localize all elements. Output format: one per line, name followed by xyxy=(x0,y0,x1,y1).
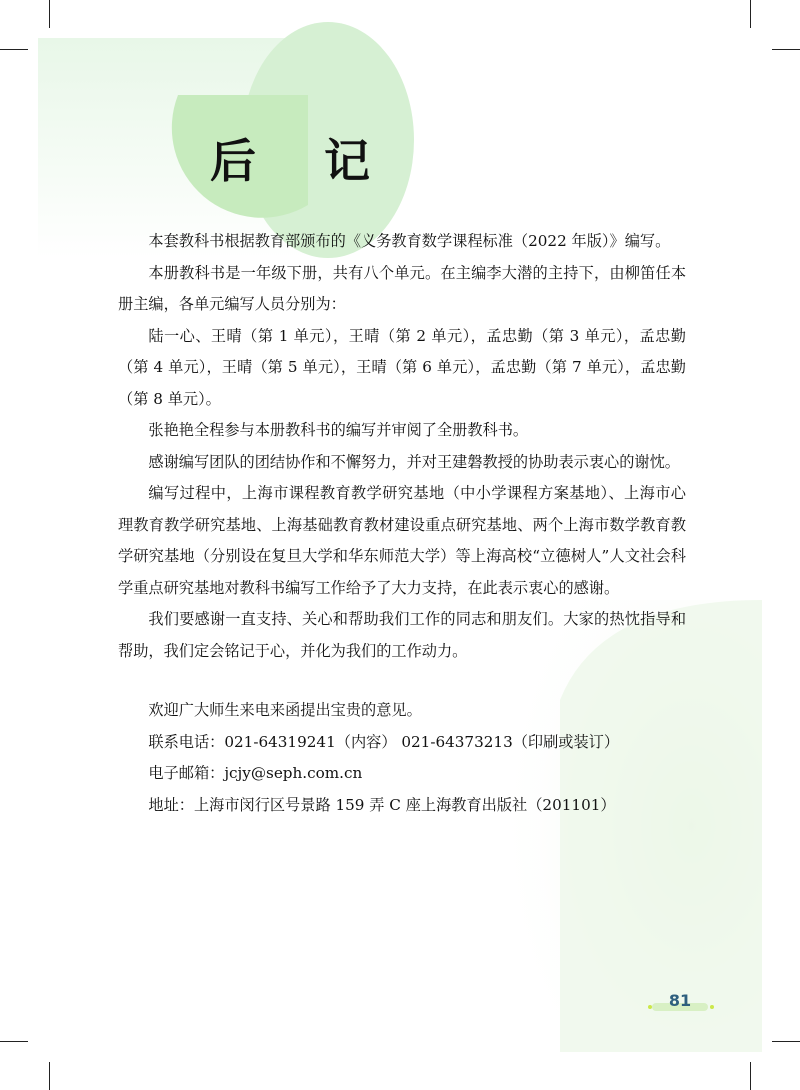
crop-mark xyxy=(49,0,50,28)
contact-email: 电子邮箱：jcjy@seph.com.cn xyxy=(148,764,363,782)
crop-mark xyxy=(772,1041,800,1042)
crop-mark xyxy=(750,0,751,28)
page-title: 后 记 xyxy=(210,134,397,188)
page-dot xyxy=(710,1005,714,1009)
page-dot xyxy=(648,1005,652,1009)
crop-mark xyxy=(772,49,800,50)
crop-mark xyxy=(49,1062,50,1090)
contact-welcome: 欢迎广大师生来电来函提出宝贵的意见。 xyxy=(148,701,422,719)
paragraph: 本套教科书根据教育部颁布的《义务教育数学课程标准（2022 年版）》编写。 xyxy=(148,232,671,250)
paragraph: 陆一心、王晴（第 1 单元），王晴（第 2 单元），孟忠勤（第 3 单元），孟忠勤（第 4 单元），王晴（第 5 单元），王晴（第 6 单元），孟忠勤（第 7 单元），孟忠勤（第 8 单元）。 xyxy=(118,326,686,408)
paragraph: 感谢编写团队的团结协作和不懈努力，并对王建磐教授的协助表示衷心的谢忱。 xyxy=(148,452,680,471)
paragraph: 编写过程中，上海市课程教育教学研究基地（中小学课程方案基地）、上海市心理教育教学研究基地、上海基础教育教材建设重点研究基地、两个上海市数学教育教学研究基地（分别设在复旦大学和华东师范大学）等上海高校“立德树人”人文社会科学重点研究基地对教科书编写工作给予了大力支持，在此表示衷心的感谢。 xyxy=(118,484,686,597)
crop-mark xyxy=(0,1041,28,1042)
crop-mark xyxy=(750,1062,751,1090)
paragraph: 我们要感谢一直支持、关心和帮助我们工作的同志和朋友们。大家的热忱指导和帮助，我们定会铭记于心，并化为我们的工作动力。 xyxy=(118,610,686,660)
paragraph: 本册教科书是一年级下册，共有八个单元。在主编李大潜的主持下，由柳笛任本册主编，各单元编写人员分别为： xyxy=(118,263,686,313)
afterword-body xyxy=(118,226,686,821)
contact-address: 地址：上海市闵行区号景路 159 弄 C 座上海教育出版社（201101） xyxy=(148,795,616,814)
page-number: 81 xyxy=(668,991,692,1010)
contact-phone: 联系电话：021-64319241（内容） 021-64373213（印刷或装订） xyxy=(148,732,620,751)
paragraph: 张艳艳全程参与本册教科书的编写并审阅了全册教科书。 xyxy=(148,421,529,439)
spacer xyxy=(118,667,686,695)
crop-mark xyxy=(0,49,28,50)
